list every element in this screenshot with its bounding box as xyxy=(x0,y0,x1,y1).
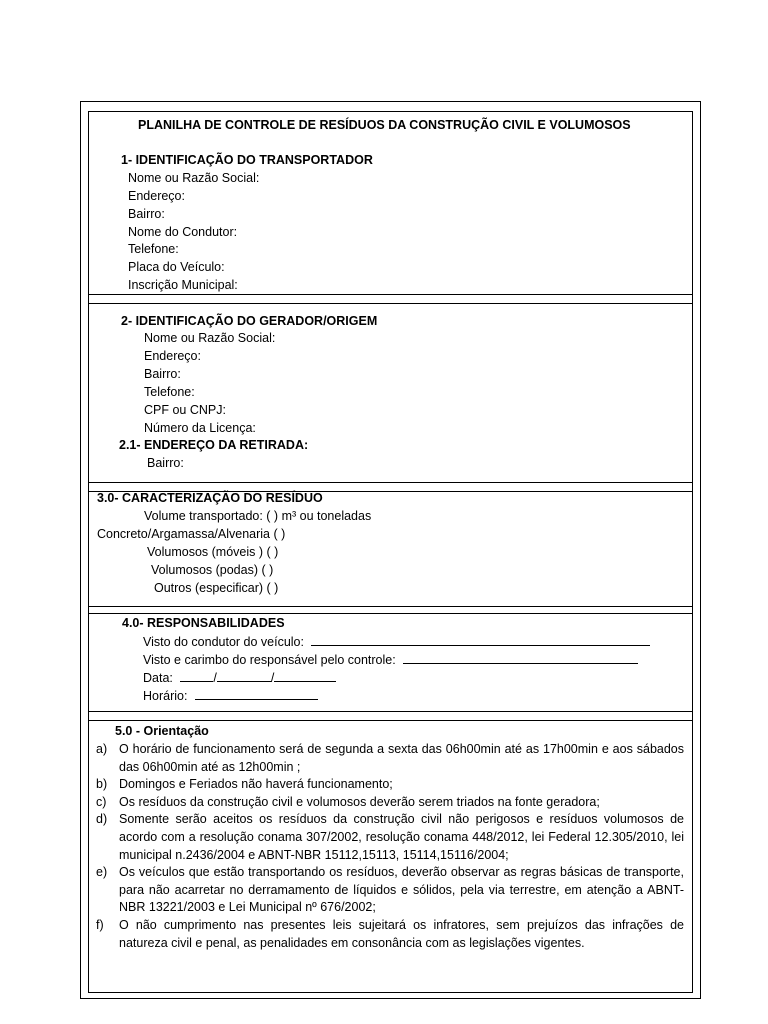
pickup-district-label: Bairro: xyxy=(147,456,184,470)
date-label: Data: xyxy=(143,671,173,685)
transporter-address-label: Endereço: xyxy=(128,189,185,203)
divider-3a xyxy=(89,606,693,607)
controller-signature-row xyxy=(143,651,638,668)
item-letter: a) xyxy=(96,742,108,756)
divider-2a xyxy=(89,482,693,483)
driver-signature-row xyxy=(143,633,650,650)
driver-signature-label: Visto do condutor do veículo: xyxy=(143,635,304,649)
item-text: Somente serão aceitos os resíduos da construção civil não perigosos e resíduos volumosos de acordo com a resolução conama 307/2002, resolução conama 448/2012, lei Federal 12.305/2010, lei municipal n.2436/2004 e ABNT-NBR 15112,15113, 15114,15116/2004; xyxy=(119,812,684,862)
municipal-registration-label: Inscrição Municipal: xyxy=(128,278,238,292)
generator-district-label: Bairro: xyxy=(144,367,181,381)
divider-4b xyxy=(89,720,693,721)
controller-signature-line[interactable] xyxy=(403,651,638,664)
volume-transported-line: Volume transportado: ( ) m³ ou toneladas xyxy=(144,509,372,523)
orientation-item-d xyxy=(96,811,684,864)
generator-name-label: Nome ou Razão Social: xyxy=(144,331,276,345)
date-month-line[interactable] xyxy=(217,669,271,682)
divider-1a xyxy=(89,294,693,295)
item-letter: f) xyxy=(96,917,104,932)
bulky-pruning-line: Volumosos (podas) ( ) xyxy=(151,563,274,577)
orientation-list xyxy=(96,741,684,952)
section-2-heading: 2- IDENTIFICAÇÃO DO GERADOR/ORIGEM xyxy=(121,314,378,328)
item-letter: c) xyxy=(96,794,107,809)
item-letter: e) xyxy=(96,865,108,880)
bulky-furniture-line: Volumosos (móveis ) ( ) xyxy=(147,545,279,559)
item-text: O não cumprimento nas presentes leis sujeitará os infratores, sem prejuízos das infrações de natureza civil e penal, as penalidades em consonância com as legislações vigentes. xyxy=(119,917,684,950)
orientation-item-f xyxy=(96,917,684,952)
section-4-heading: 4.0- RESPONSABILIDADES xyxy=(122,616,285,630)
section-3-heading: 3.0- CARACTERIZAÇÃO DO RESÍDUO xyxy=(97,491,323,505)
transporter-phone-label: Telefone: xyxy=(128,242,179,256)
vehicle-plate-label: Placa do Veículo: xyxy=(128,260,225,274)
date-separator-2: / xyxy=(270,671,275,685)
date-row xyxy=(143,669,336,686)
date-year-line[interactable] xyxy=(274,669,336,682)
driver-name-label: Nome do Condutor: xyxy=(128,225,238,239)
generator-address-label: Endereço: xyxy=(144,349,201,363)
time-line[interactable] xyxy=(195,687,318,700)
license-number-label: Número da Licença: xyxy=(144,421,256,435)
item-letter: b) xyxy=(96,777,108,792)
orientation-item-e xyxy=(96,864,684,917)
divider-4a xyxy=(89,711,693,712)
transporter-district-label: Bairro: xyxy=(128,207,165,221)
date-day-line[interactable] xyxy=(180,669,213,682)
concrete-mortar-line: Concreto/Argamassa/Alvenaria ( ) xyxy=(97,527,286,541)
orientation-item-a xyxy=(96,741,684,776)
transporter-name-label: Nome ou Razão Social: xyxy=(128,171,260,185)
item-text: Os veículos que estão transportando os resíduos, deverão observar as regras básicas de transporte, para não acarretar no derramamento de líquidos e sólidos, pela via terrestre, em atenção a ABNT-NBR 13221/2003 e Lei Municipal nº 676/2002; xyxy=(119,865,684,915)
item-letter: d) xyxy=(96,812,108,827)
pickup-address-heading: 2.1- ENDEREÇO DA RETIRADA: xyxy=(119,438,309,452)
divider-3b xyxy=(89,613,693,614)
section-1-heading: 1- IDENTIFICAÇÃO DO TRANSPORTADOR xyxy=(121,153,373,167)
driver-signature-line[interactable] xyxy=(311,633,650,646)
controller-signature-label: Visto e carimbo do responsável pelo controle: xyxy=(143,653,396,667)
divider-1b xyxy=(89,303,693,304)
orientation-item-c xyxy=(96,794,684,812)
form-title: PLANILHA DE CONTROLE DE RESÍDUOS DA CONSTRUÇÃO CIVIL E VOLUMOSOS xyxy=(138,118,631,132)
item-text: Os resíduos da construção civil e volumosos deverão serem triados na fonte geradora; xyxy=(119,794,600,809)
orientation-item-b xyxy=(96,776,684,794)
item-text: O horário de funcionamento será de segunda a sexta das 06h00min até as 17h00min e aos sábados das 06h00min até as 12h00min ; xyxy=(119,742,684,774)
date-separator-1: / xyxy=(213,671,217,685)
time-label: Horário: xyxy=(143,689,188,703)
cpf-cnpj-label: CPF ou CNPJ: xyxy=(144,403,226,417)
generator-phone-label: Telefone: xyxy=(144,385,195,399)
section-5-heading: 5.0 - Orientação xyxy=(115,724,209,738)
item-text: Domingos e Feriados não haverá funcionamento; xyxy=(119,777,393,792)
time-row xyxy=(143,687,318,704)
others-specify-line: Outros (especificar) ( ) xyxy=(154,581,279,595)
